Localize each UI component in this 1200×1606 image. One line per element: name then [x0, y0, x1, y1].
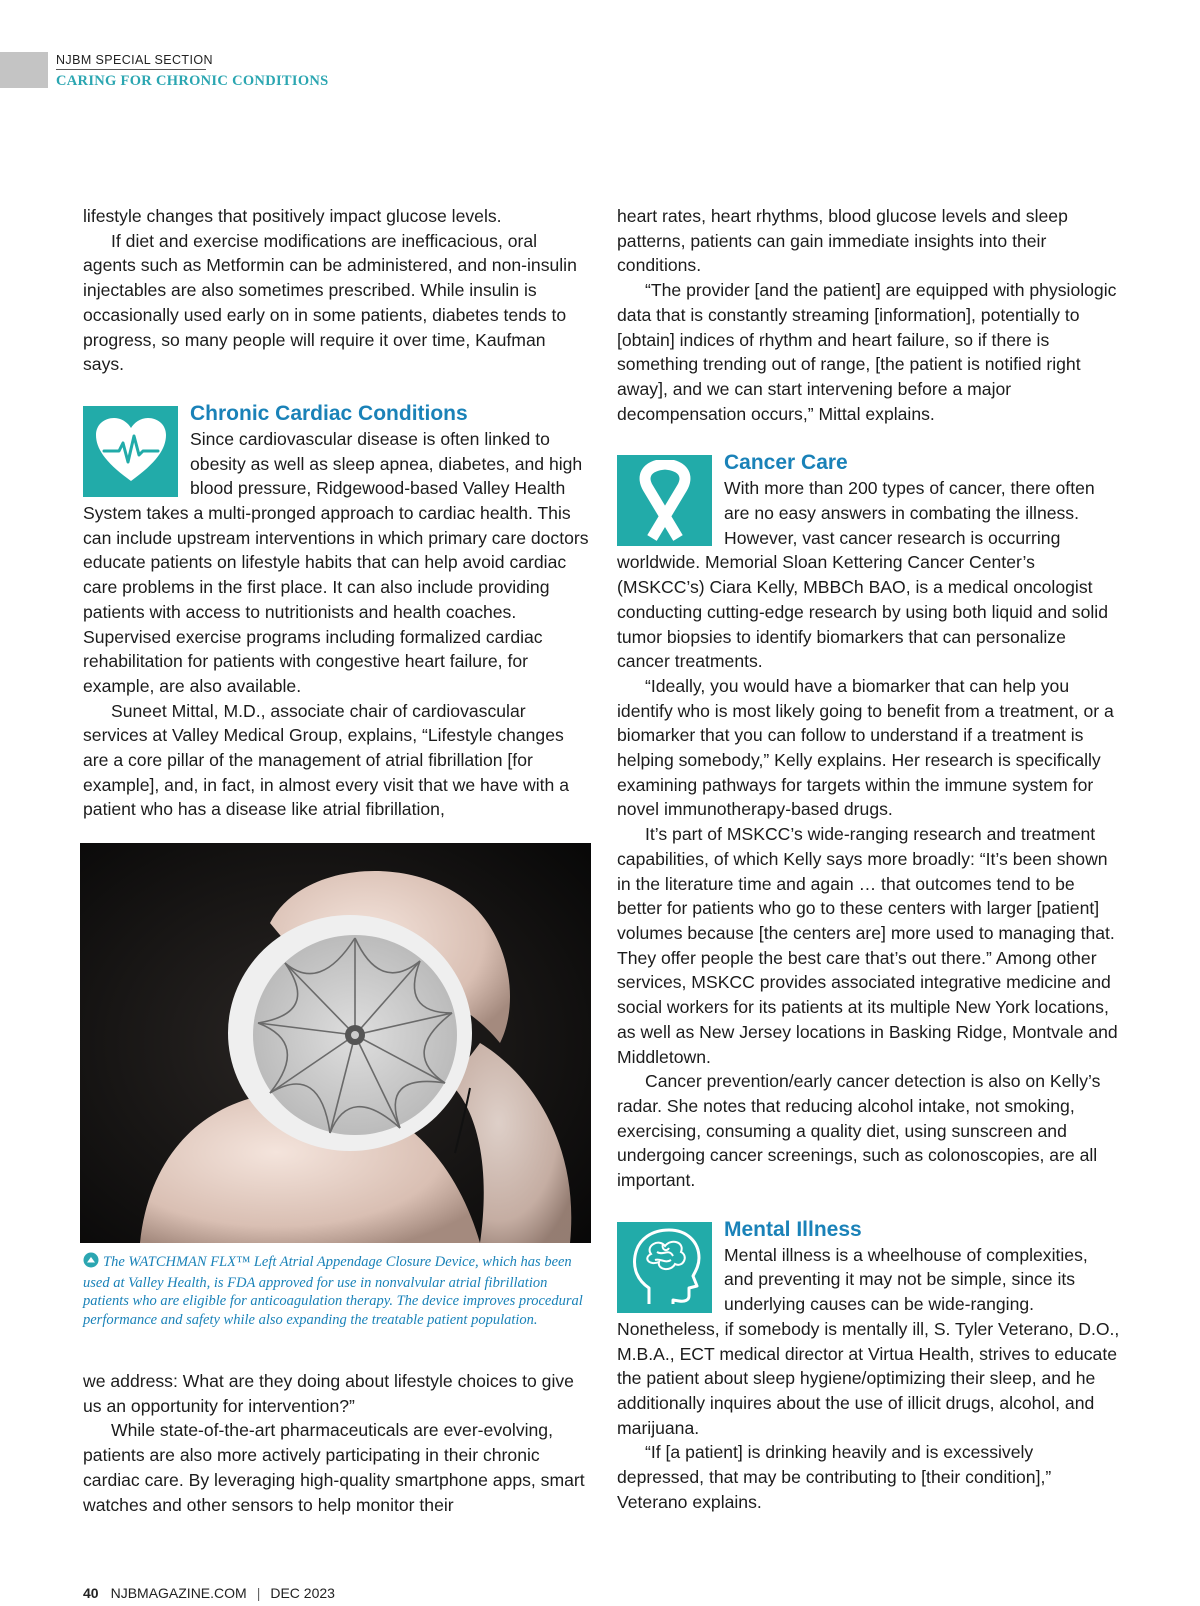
page-number: 40 — [83, 1585, 99, 1601]
paragraph: While state-of-the-art pharmaceuticals are ever-evolving, patients are also more actively participating in their chronic cardiac care. By leveraging high-quality smartphone apps, smart watches and other sensors to help monitor their — [83, 1420, 585, 1515]
footer-separator: | — [256, 1585, 261, 1601]
left-column-top — [83, 204, 591, 822]
paragraph: It’s part of MSKCC’s wide-ranging research and treatment capabilities, of which Kelly says more broadly: “It’s been shown in the literature time and again … that outcomes tend to be better for patients who go to these centers with larger [patient] volumes because [the centers are] more used to managing that. They offer people the best care that’s out there.” Among other services, MSKCC provides associated integrative medicine and social workers for its patients at its multiple New York locations, as well as New Jersey locations in Basking Ridge, Montvale and Middletown. — [617, 824, 1118, 1067]
paragraph: Suneet Mittal, M.D., associate chair of cardiovascular services at Valley Medical Group, explains, “Lifestyle changes are a core pillar of the management of atrial fibrillation [for example], and, in fact, in almost every visit that we have with a patient who has a disease like atrial fibrillation, — [83, 700, 570, 820]
paragraph: Cancer prevention/early cancer detection is also on Kelly’s radar. She notes that reducing alcohol intake, not smoking, exercising, consuming a quality diet, using sunscreen and undergoing cancer screenings, such as colonoscopies, are all important. — [617, 1071, 1101, 1191]
paragraph: “If [a patient] is drinking heavily and is excessively depressed, that may be contributing to [their condition],” Veterano explains. — [617, 1442, 1052, 1512]
paragraph: If diet and exercise modifications are inefficacious, oral agents such as Metformin can be administered, and non-insulin injectables are also sometimes prescribed. While insulin is occasionally used early on in some patients, diabetes tends to progress, so many people will require it over time, Kaufman says. — [83, 230, 577, 375]
section-rule — [56, 69, 206, 70]
paragraph: With more than 200 types of cancer, there often are no easy answers in combating the illness. However, vast cancer research is occurring worldwide. Memorial Sloan Kettering Cancer Center’s (MSKCC’s) Ciara Kelly, MBBCh BAO, is a medical oncologist conducting cutting-edge research by using both liquid and solid tumor biopsies to identify biomarkers that can personalize cancer treatments. — [617, 478, 1108, 672]
brain-head-icon — [617, 1222, 712, 1313]
paragraph: lifestyle changes that positively impact glucose levels. — [83, 206, 502, 226]
paragraph: “Ideally, you would have a biomarker that can help you identify who is most likely going to benefit from a treatment, or a biomarker that you can follow to understand if a treatment is helping somebody,” Kelly explains. Her research is specifically examining pathways for targets within the immune system for novel immunotherapy-based drugs. — [617, 675, 1114, 820]
paragraph: “The provider [and the patient] are equipped with physiologic data that is constantly streaming [information], potentially to [obtain] indices of rhythm and heart failure, so if there is something trending out of range, [the patient is notified right away], and we can start intervening before a major decompensation occurs,” Mittal explains. — [617, 280, 1117, 424]
left-column-bottom — [83, 1369, 591, 1517]
footer-site: NJBMAGAZINE.COM — [110, 1585, 247, 1601]
section-label: NJBM SPECIAL SECTION — [56, 53, 213, 67]
photo-caption — [83, 1252, 591, 1329]
paragraph: Since cardiovascular disease is often linked to obesity as well as sleep apnea, diabetes, and high blood pressure, Ridgewood-based Valley Health System takes a multi-pronged approach to cardiac health. This can include upstream interventions in which primary care doctors educate patients on lifestyle habits that can help avoid cardiac care problems in the first place. It can also include providing patients with access to nutritionists and health coaches. Supervised exercise programs including formalized cardiac rehabilitation for patients with congestive heart failure, for example, are also available. — [83, 428, 589, 696]
paragraph: we address: What are they doing about lifestyle choices to give us an opportunity for intervention?” — [83, 1371, 574, 1416]
ribbon-icon — [617, 455, 712, 546]
heart-icon — [83, 406, 178, 497]
section-title: CARING FOR CHRONIC CONDITIONS — [56, 73, 329, 89]
paragraph: heart rates, heart rhythms, blood glucose levels and sleep patterns, patients can gain immediate insights into their conditions. — [617, 206, 1068, 276]
caption-text: The WATCHMAN FLX™ Left Atrial Appendage Closure Device, which has been used at Valley Health, is FDA approved for use in nonvalvular atrial fibrillation patients who are eligible for anticoagulation therapy. The device improves procedural performance and safety while also expanding the treatable patient population. — [83, 1254, 583, 1328]
section-heading-cardiac: Chronic Cardiac Conditions — [190, 401, 468, 425]
paragraph: Mental illness is a wheelhouse of complexities, and preventing it may not be simple, since its underlying causes can be wide-ranging. Nonetheless, if somebody is mentally ill, S. Tyler Veterano, D.O., M.B.A., ECT medical director at Virtua Health, strives to educate the patient about sleep hygiene/optimizing their sleep, and he additionally inquires about the use of illicit drugs, alcohol, and marijuana. — [617, 1244, 1120, 1438]
right-column — [617, 204, 1121, 1514]
footer-date: DEC 2023 — [270, 1585, 335, 1601]
device-photo — [80, 843, 591, 1243]
section-tab-block — [0, 52, 48, 88]
page-footer — [83, 1585, 335, 1601]
section-heading-mental: Mental Illness — [724, 1217, 862, 1241]
caret-up-icon — [83, 1252, 99, 1274]
section-heading-cancer: Cancer Care — [724, 451, 848, 475]
